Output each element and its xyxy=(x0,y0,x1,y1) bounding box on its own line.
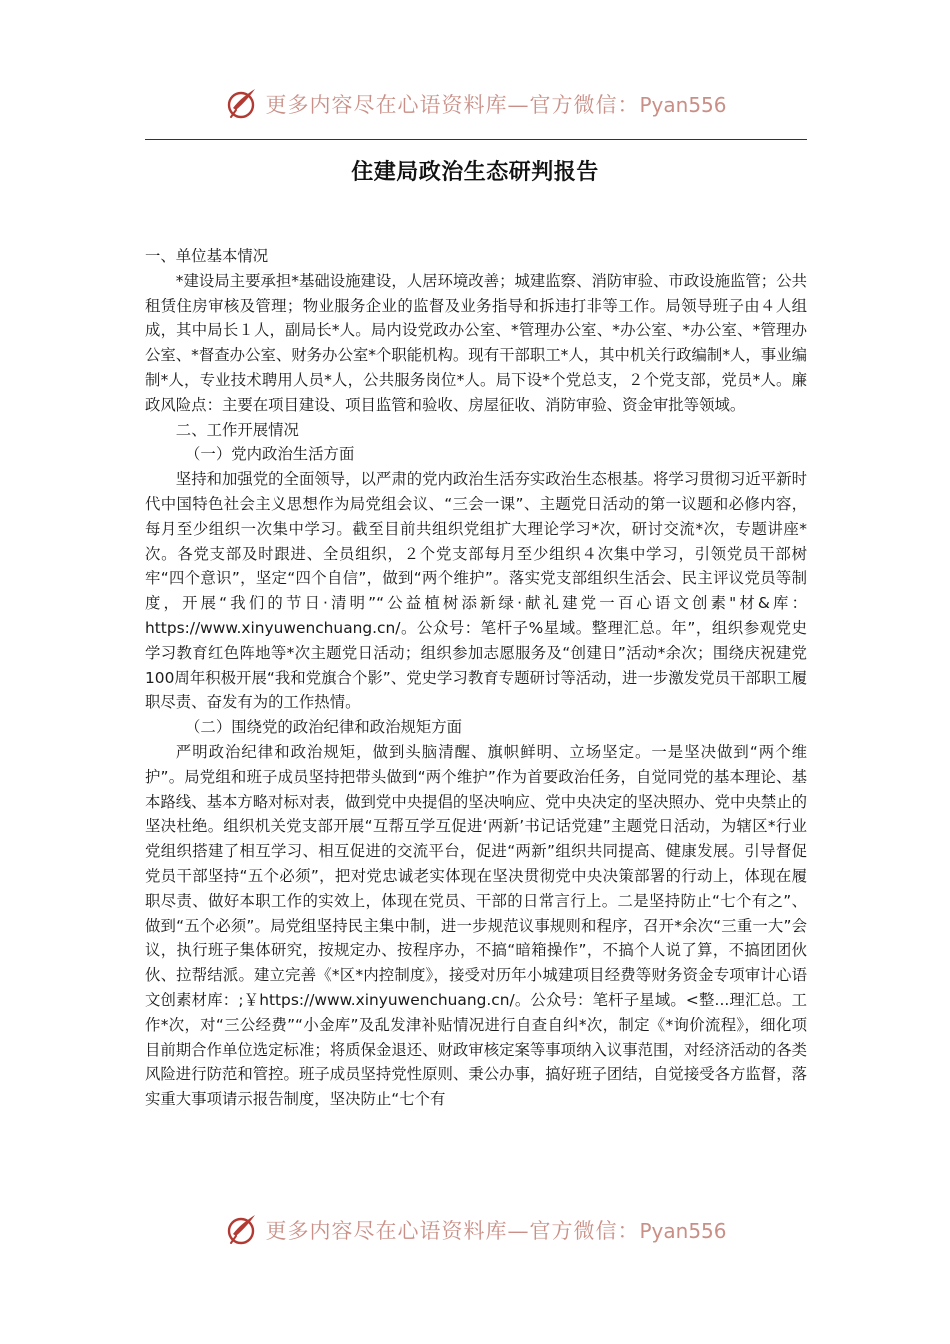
watermark-text: 更多内容尽在心语资料库—官方微信：Pyan556 xyxy=(265,93,727,117)
watermark-wechat-id: Pyan556 xyxy=(639,1219,727,1243)
section-heading: 二、工作开展情况 xyxy=(175,420,299,439)
body-paragraph: 严明政治纪律和政治规矩，做到头脑清醒、旗帜鲜明、立场坚定。一是坚决做到“两个维护”。局党组和班子成员坚持把带头做到“两个维护”作为首要政治任务，自觉同党的基本理论、基本路线、基本方略对标对表，做到党中央提倡的坚决响应、党中央决定的坚决照办、党中央禁止的坚决杜绝。组织机关党支部开展“互帮互学互促进‘两新’书记话党建”主题党日活动，为辖区*行业党组织搭建了相互学习、相互促进的交流平台，促进“两新”组织共同提高、健康发展。引导督促党员干部坚持“五个必须”，把对党忠诚老实体现在坚决贯彻党中央决策部署的行动上，体现在履职尽责、做好本职工作的实效上，体现在党员、干部的日常言行上。二是坚持防止“七个有之”、做到“五个必须”。局党组坚持民主集中制，进一步规范议事规则和程序，召开*余次“三重一大”会议，执行班子集体研究，按规定办、按程序办，不搞“暗箱操作”，不搞个人说了算，不搞团团伙伙、拉帮结派。建立完善《*区*内控制度》，接受对历年小城建项目经费等财务资金专项审计心语文创素材库：;￥https://www.xinyuwenchuang.cn/。公众号：笔杆子星域。<整...理汇总。工作*次，对“三公经费”“小金库”及乱发津补贴情况进行自查自纠*次，制定《*询价流程》，细化项目前期合作单位选定标准；将质保金退还、财政审核定案等事项纳入议事范围，对经济活动的各类风险进行防范和管控。班子成员坚持党性原则、秉公办事，搞好班子团结，自觉接受各方监督，落实重大事项请示报告制度，坚决防止“七个有 xyxy=(145,742,807,1109)
watermark-wechat-id: Pyan556 xyxy=(639,93,727,117)
section-heading: 一、单位基本情况 xyxy=(145,247,269,265)
page-title: 住建局政治生态研判报告 xyxy=(351,160,599,185)
body-paragraph: 坚持和加强党的全面领导，以严肃的党内政治生活夯实政治生态根基。将学习贯彻习近平新时代中国特色社会主义思想作为局党组会议、“三会一课”、主题党日活动的第一议题和必修内容，每月至少组织一次集中学习。截至目前共组织党组扩大理论学习*次，研讨交流*次，专题讲座*次。各党支部及时跟进、全员组织，２个党支部每月至少组织４次集中学习，引领党员干部树牢“四个意识”，坚定“四个自信”，做到“两个维护”。落实党支部组织生活会、民主评议党员等制度，开展“我们的节日·清明”“公益植树添新绿·献礼建党一百心语文创素"材&库：https://www.xinyuwenchuang.cn/。公众号：笔杆子%星域。整理汇总。年”，组织参观党史学习教育红色阵地等*次主题党日活动；组织参加志愿服务及“创建日”活动*余次；围绕庆祝建党100周年积极开展“我和党旗合个影”、党史学习教育专题研讨等活动，进一步激发党员干部职工履职尽责、奋发有为的工作热情。 xyxy=(145,470,807,712)
quill-logo-icon xyxy=(223,86,259,122)
watermark-footer xyxy=(0,1210,950,1250)
body-paragraph: *建设局主要承担*基础设施建设，人居环境改善；城建监察、消防审验、市政设施监管；公共租赁住房审核及管理；物业服务企业的监督及业务指导和拆违打非等工作。局领导班子由４人组成，其中局长１人，副局长*人。局内设党政办公室、*管理办公室、*办公室、*办公室、*管理办公室、*督查办公室、财务办公室*个职能机构。现有干部职工*人，其中机关行政编制*人，事业编制*人，专业技术聘用人员*人，公共服务岗位*人。局下设*个党总支，２个党支部，党员*人。廉政风险点：主要在项目建设、项目监管和验收、房屋征收、消防审验、资金审批等领域。 xyxy=(145,271,807,414)
quill-logo-icon xyxy=(223,1212,259,1248)
subsection-heading: （一）党内政治生活方面 xyxy=(185,445,355,464)
watermark-header xyxy=(0,84,950,124)
subsection-heading: （二）围绕党的政治纪律和政治规矩方面 xyxy=(185,718,463,737)
header-rule xyxy=(145,139,807,140)
document-body xyxy=(145,244,807,1112)
watermark-text: 更多内容尽在心语资料库—官方微信：Pyan556 xyxy=(265,1219,727,1243)
